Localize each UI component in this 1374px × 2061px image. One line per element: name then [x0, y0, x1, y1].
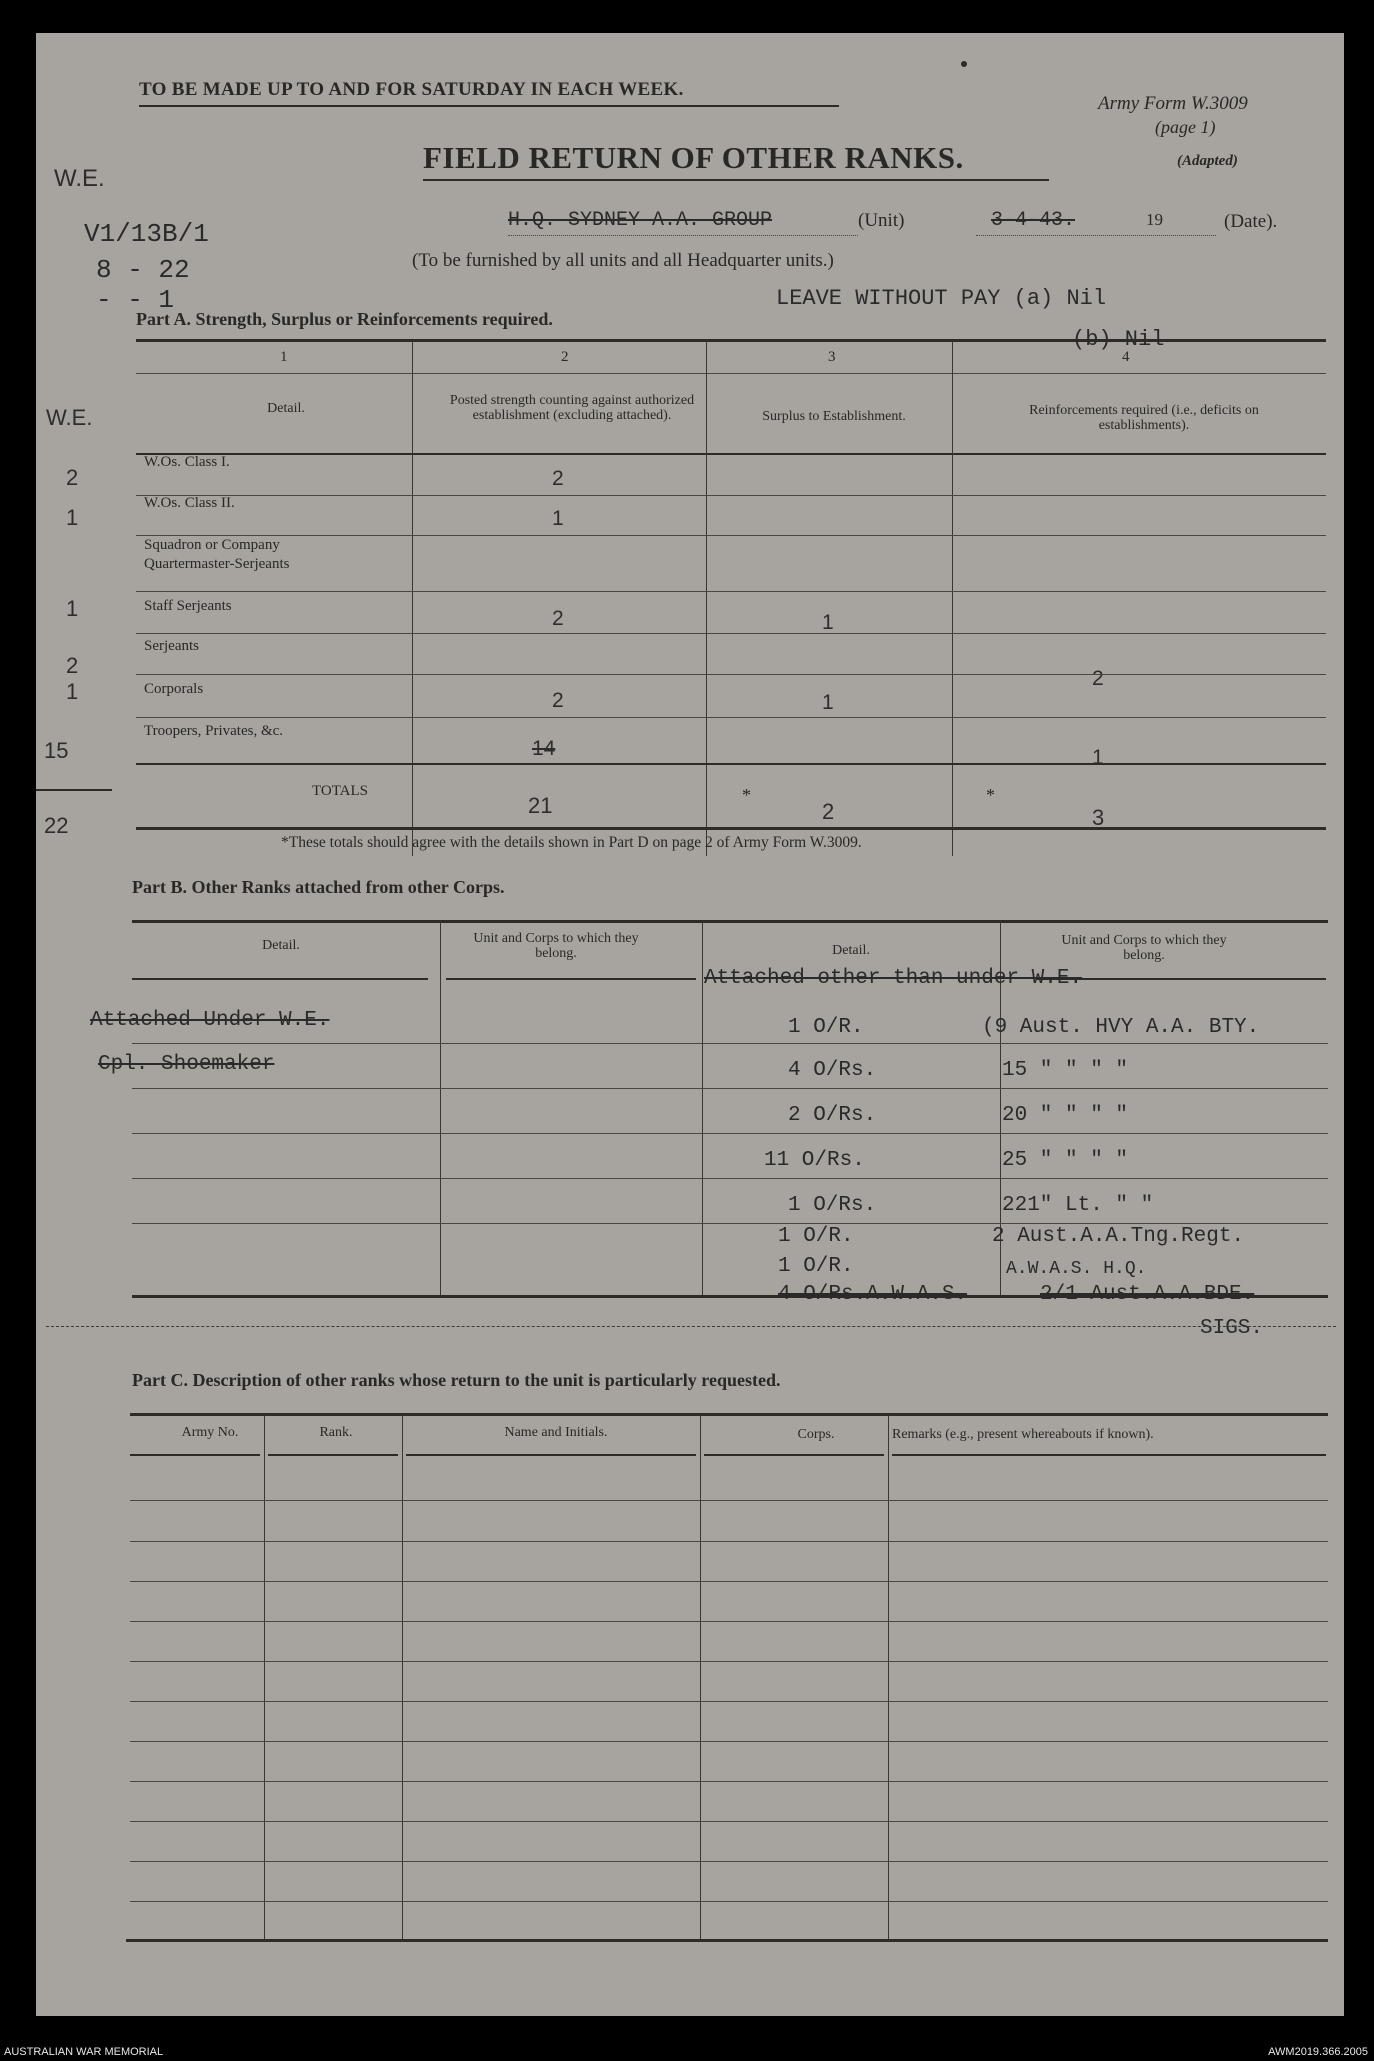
row-detail: Squadron or Company [144, 537, 280, 553]
row-detail: W.Os. Class I. [144, 454, 230, 470]
part-b-row-rule [132, 1223, 1328, 1224]
row-rule [136, 717, 1326, 718]
part-a-divider-3 [952, 341, 953, 856]
row-rule [136, 535, 1326, 536]
part-a-divider-1 [412, 341, 413, 856]
part-c-bottom-rule [126, 1939, 1328, 1942]
row-rule [136, 495, 1326, 496]
part-c-row-rule [130, 1821, 1328, 1822]
margin-we-value: 1 [66, 596, 79, 621]
part-b-right-unit: 15 " " " " [1002, 1059, 1129, 1082]
part-b-title: Part B. Other Ranks attached from other Corps. [132, 877, 505, 897]
part-c-row-rule [130, 1621, 1328, 1622]
totals-posted: 21 [528, 793, 553, 818]
part-b-right-unit: 20 " " " " [1002, 1104, 1129, 1127]
part-c-row-rule [130, 1661, 1328, 1662]
part-c-row-rule [130, 1781, 1328, 1782]
part-b-header-unit-right: Unit and Corps to which they belong. [1061, 933, 1227, 963]
totals-note: *These totals should agree with the details shown in Part D on page 2 of Army Form W.3009. [281, 834, 862, 851]
part-c-divider-1 [264, 1415, 265, 1941]
totals-reinforcements-asterisk: * [986, 785, 995, 805]
row-rule [136, 591, 1326, 592]
part-c-row-rule [130, 1701, 1328, 1702]
part-a-bottom-rule [136, 827, 1326, 830]
part-c-header-name: Name and Initials. [504, 1425, 608, 1440]
col-number-1: 1 [280, 349, 288, 365]
margin-total-rule [36, 789, 112, 791]
title-underline [423, 179, 1049, 181]
part-c-top-rule [130, 1413, 1328, 1416]
instruction-text: TO BE MADE UP TO AND FOR SATURDAY IN EACH WEEK. [139, 79, 684, 100]
row-detail: Troopers, Privates, &c. [144, 723, 284, 739]
row-surplus: 1 [822, 611, 834, 634]
part-b-row-rule [132, 1133, 1328, 1134]
date-value: 3-4-43. [991, 209, 1076, 232]
form-id: Army Form W.3009 [1098, 93, 1248, 114]
part-b-right-detail: 11 O/Rs. [764, 1149, 865, 1172]
part-c-header-rule [130, 1454, 260, 1456]
part-b-right-unit: A.W.A.S. H.Q. [1006, 1259, 1147, 1279]
margin-we-column-label: W.E. [46, 405, 93, 430]
margin-we-value: 1 [66, 679, 79, 704]
date-dotted-line [976, 235, 1216, 236]
unit-label: (Unit) [858, 210, 905, 231]
part-b-divider-2 [702, 922, 703, 1295]
row-detail: Staff Serjeants [144, 598, 232, 614]
part-b-row-rule [132, 1088, 1328, 1089]
part-c-divider-2 [402, 1415, 403, 1941]
totals-top-rule [136, 763, 1326, 765]
part-b-header-unit-left: Unit and Corps to which they belong. [473, 931, 639, 961]
part-c-header-rank: Rank. [319, 1425, 353, 1440]
totals-reinforcements: 3 [1092, 805, 1105, 830]
row-detail: Serjeants [144, 638, 199, 654]
part-b-right-detail: 4 O/Rs.A.W.A.S. [778, 1283, 968, 1306]
part-a-top-rule [136, 339, 1326, 342]
part-c-header-rule [268, 1454, 398, 1456]
part-c-row-rule [130, 1500, 1328, 1501]
col-header-posted: Posted strength counting against authorized establishment (excluding attached). [449, 393, 695, 423]
row-posted: 1 [552, 507, 564, 530]
part-c-header-rule [406, 1454, 696, 1456]
margin-we-value: 15 [44, 738, 69, 763]
part-c-divider-3 [700, 1415, 701, 1941]
margin-ref-2: 8 - 22 [96, 255, 190, 285]
furnish-note: (To be furnished by all units and all Headquarter units.) [412, 250, 834, 271]
footer-institution: AUSTRALIAN WAR MEMORIAL [4, 2046, 164, 2058]
part-c-header-rule [704, 1454, 884, 1456]
part-c-row-rule [130, 1861, 1328, 1862]
part-b-right-heading: Attached other than under W.E. [704, 967, 1083, 990]
part-c-title: Part C. Description of other ranks whose return to the unit is particularly requested. [132, 1370, 781, 1390]
footer-accession-number: AWM2019.366.2005 [1268, 2046, 1368, 2058]
part-b-row-rule [132, 1178, 1328, 1179]
part-b-left-entry: Cpl. Shoemaker [98, 1053, 275, 1076]
row-rule [136, 674, 1326, 675]
instruction-underline [139, 105, 839, 107]
part-c-divider-4 [888, 1415, 889, 1941]
totals-surplus-asterisk: * [742, 785, 751, 805]
part-b-right-detail: 1 O/R. [778, 1255, 854, 1278]
part-b-right-unit: 25 " " " " [1002, 1149, 1129, 1172]
unit-value: H.Q. SYDNEY A.A. GROUP [508, 209, 773, 232]
row-surplus: 1 [822, 691, 834, 714]
totals-surplus: 2 [822, 799, 835, 824]
date-label: (Date). [1224, 211, 1278, 232]
part-b-right-detail: 1 O/R. [778, 1225, 854, 1248]
margin-we-value: 1 [66, 505, 79, 530]
margin-ref-3: - - 1 [96, 285, 175, 315]
row-posted: 2 [552, 689, 564, 712]
margin-we-value: 2 [66, 465, 79, 490]
part-b-right-unit: 2 Aust.A.A.Tng.Regt. [992, 1225, 1245, 1248]
row-reinforcements: 1 [1092, 746, 1104, 769]
fold-dashed-line [46, 1326, 1336, 1327]
row-posted: 2 [552, 607, 564, 630]
col-header-reinforcements: Reinforcements required (i.e., deficits on establishments). [1029, 403, 1259, 433]
part-b-right-detail: 2 O/Rs. [788, 1104, 877, 1127]
page-title: FIELD RETURN OF OTHER RANKS. [423, 140, 964, 175]
row-posted: 14 [532, 737, 556, 760]
col-number-4: 4 [1122, 349, 1130, 365]
totals-label: TOTALS [312, 783, 369, 799]
col-header-detail: Detail. [267, 401, 305, 416]
form-adapted: (Adapted) [1177, 153, 1238, 169]
row-rule [136, 633, 1326, 634]
part-c-header-corps: Corps. [797, 1427, 835, 1442]
margin-we-total: 22 [44, 813, 69, 838]
part-b-sigs: SIGS. [1200, 1317, 1264, 1340]
row-reinforcements: 2 [1092, 667, 1104, 690]
part-c-row-rule [130, 1581, 1328, 1582]
part-c-row-rule [130, 1901, 1328, 1902]
form-page-number: (page 1) [1155, 117, 1216, 137]
row-detail: Corporals [144, 681, 204, 697]
part-a-title: Part A. Strength, Surplus or Reinforcements required. [136, 309, 553, 329]
year-label: 19 [1146, 210, 1163, 229]
col-header-surplus: Surplus to Establishment. [762, 409, 906, 424]
row-posted: 2 [552, 467, 564, 490]
part-b-right-detail: 1 O/Rs. [788, 1194, 877, 1217]
part-c-header-army-no: Army No. [181, 1425, 239, 1440]
col-number-3: 3 [828, 349, 836, 365]
part-b-row-rule [132, 1043, 1328, 1044]
row-detail-line2: Quartermaster-Serjeants [144, 556, 290, 572]
ink-dot [961, 61, 967, 67]
part-c-header-rule [892, 1454, 1326, 1456]
part-a-divider-2 [706, 341, 707, 856]
part-b-right-unit: 2/1 Aust.A.A.BDE. [1040, 1283, 1255, 1306]
part-b-top-rule [132, 920, 1328, 923]
leave-without-pay-b: (b) Nil [1072, 327, 1165, 352]
unit-dotted-line [508, 235, 858, 236]
part-b-right-detail: 4 O/Rs. [788, 1059, 877, 1082]
col-number-rule [136, 373, 1326, 374]
part-b-right-unit: 221" Lt. " " [1002, 1194, 1154, 1217]
col-number-2: 2 [561, 349, 569, 365]
leave-without-pay-a: LEAVE WITHOUT PAY (a) Nil [776, 286, 1107, 311]
row-detail: W.Os. Class II. [144, 495, 235, 511]
part-c-row-rule [130, 1541, 1328, 1542]
part-b-divider-1 [440, 922, 441, 1295]
form-page [36, 33, 1344, 2016]
part-b-header-rule [132, 978, 428, 980]
part-c-row-rule [130, 1741, 1328, 1742]
margin-we-label: W.E. [54, 165, 105, 192]
part-c-header-remarks: Remarks (e.g., present whereabouts if known). [892, 1427, 1154, 1442]
part-b-header-detail-left: Detail. [262, 938, 300, 953]
part-b-header-rule [446, 978, 696, 980]
col-header-rule [136, 453, 1326, 455]
part-b-right-detail: 1 O/R. [788, 1016, 864, 1039]
part-b-header-detail-right: Detail. [832, 943, 870, 958]
part-b-right-unit: (9 Aust. HVY A.A. BTY. [982, 1016, 1260, 1039]
part-b-left-entry: Attached Under W.E. [90, 1009, 330, 1032]
margin-ref-1: V1/13B/1 [84, 219, 209, 249]
margin-we-value: 2 [66, 653, 79, 678]
